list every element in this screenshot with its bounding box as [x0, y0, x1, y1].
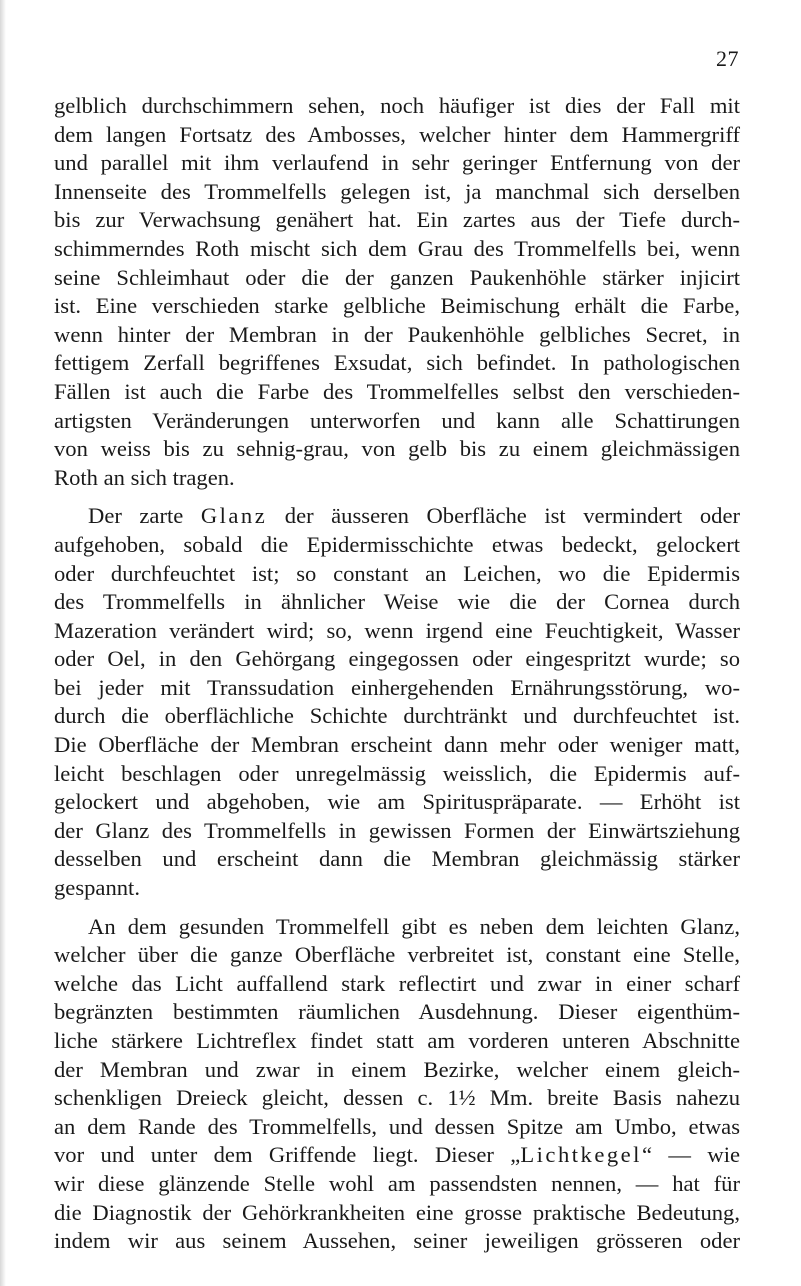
text-line: gelockert und abgehoben, wie am Spirituspräparate. — Erhöht ist [54, 789, 740, 815]
paragraph-gap [54, 492, 740, 502]
text-fragment: der äusseren Oberfläche ist vermindert oder [267, 503, 740, 529]
text-line [54, 1141, 740, 1170]
text-line: aufgehoben, sobald die Epidermisschichte etwas bedeckt, gelockert [54, 531, 740, 557]
text-line: desselben und erscheint dann die Membran gleichmässig stärker [54, 846, 740, 872]
text-line: durch die oberflächliche Schichte durchtränkt und durchfeuchtet ist. [54, 703, 740, 729]
text-line: Innenseite des Trommelfells gelegen ist, ja manchmal sich derselben [54, 178, 740, 204]
page-number: 27 [716, 46, 739, 71]
text-line: gelblich durchschimmern sehen, noch häufiger ist dies der Fall mit [54, 93, 740, 118]
text-line: schenkligen Dreieck gleicht, dessen c. 1½ Mm. breite Basis nahezu [54, 1085, 740, 1111]
text-line: Die Oberfläche der Membran erscheint dann mehr oder weniger matt, [54, 732, 740, 758]
paragraph-3 [54, 913, 740, 1256]
text-line: Roth an sich tragen. [54, 464, 235, 490]
text-line: Mazeration verändert wird; so, wenn irgend eine Feuchtigkeit, Wasser [54, 617, 740, 643]
text-line: die Diagnostik der Gehörkrankheiten eine grosse praktische Bedeutung, [54, 1199, 740, 1225]
paragraph-1 [54, 92, 740, 492]
text-line: wenn hinter der Membran in der Paukenhöhle gelbliches Secret, in [54, 321, 740, 347]
text-line: an dem Rande des Trommelfells, und dessen Spitze am Umbo, etwas [54, 1113, 740, 1139]
text-line: seine Schleimhaut oder die der ganzen Paukenhöhle stärker injicirt [54, 264, 740, 290]
spaced-term-lichtkegel: Lichtkegel [520, 1142, 642, 1168]
text-line: bei jeder mit Transsudation einhergehenden Ernährungsstörung, wo- [54, 674, 740, 700]
text-line: oder Oel, in den Gehörgang eingegossen oder eingespritzt wurde; so [54, 646, 740, 672]
text-line: An dem gesunden Trommelfell gibt es neben dem leichten Glanz, [88, 913, 740, 939]
text-line: begränzten bestimmten räumlichen Ausdehnung. Dieser eigenthüm- [54, 999, 740, 1025]
text-line: der Glanz des Trommelfells in gewissen Formen der Einwärtsziehung [54, 817, 740, 843]
text-line: ist. Eine verschieden starke gelbliche Beimischung erhält die Farbe, [54, 293, 740, 319]
text-line: des Trommelfells in ähnlicher Weise wie die der Cornea durch [54, 589, 740, 615]
text-fragment: Der zarte [88, 503, 201, 529]
text-line: fettigem Zerfall begriffenes Exsudat, sich befindet. In pathologischen [54, 350, 740, 376]
text-line: bis zur Verwachsung genähert hat. Ein zartes aus der Tiefe durch- [54, 207, 740, 233]
text-fragment: “ — wie [641, 1142, 740, 1168]
text-line: wir diese glänzende Stelle wohl am passendsten nennen, — hat für [54, 1170, 740, 1196]
paragraph-gap [54, 903, 740, 913]
text-line: liche stärkere Lichtreflex findet statt am vorderen unteren Abschnitte [54, 1028, 740, 1053]
text-line: der Membran und zwar in einem Bezirke, welcher einem gleich- [54, 1056, 740, 1082]
text-line: leicht beschlagen oder unregelmässig weisslich, die Epidermis auf- [54, 760, 740, 786]
text-line: welche das Licht auffallend stark reflectirt und zwar in einer scharf [54, 970, 740, 996]
body-text [54, 92, 740, 1256]
text-fragment: vor und unter dem Griffende liegt. Dieser „ [54, 1142, 521, 1168]
text-line [54, 502, 740, 531]
text-line: dem langen Fortsatz des Ambosses, welcher hinter dem Hammergriff [54, 121, 740, 147]
text-line: von weiss bis zu sehnig-grau, von gelb bis zu einem gleichmässigen [54, 436, 740, 462]
text-line: Fällen ist auch die Farbe des Trommelfelles selbst den verschieden- [54, 378, 740, 404]
text-line: welcher über die ganze Oberfläche verbreitet ist, constant eine Stelle, [54, 942, 740, 968]
spaced-term-glanz: Glanz [200, 503, 268, 529]
text-line: gespannt. [54, 875, 140, 901]
paragraph-2 [54, 502, 740, 902]
text-line: artigsten Veränderungen unterworfen und kann alle Schattirungen [54, 407, 740, 433]
page-edge-shadow [0, 0, 6, 1286]
text-line: oder durchfeuchtet ist; so constant an Leichen, wo die Epidermis [54, 560, 740, 586]
text-line: indem wir aus seinem Aussehen, seiner jeweiligen grösseren oder [54, 1228, 740, 1254]
text-line: und parallel mit ihm verlaufend in sehr geringer Entfernung von der [54, 150, 740, 176]
text-line: schimmerndes Roth mischt sich dem Grau des Trommelfells bei, wenn [54, 235, 740, 261]
